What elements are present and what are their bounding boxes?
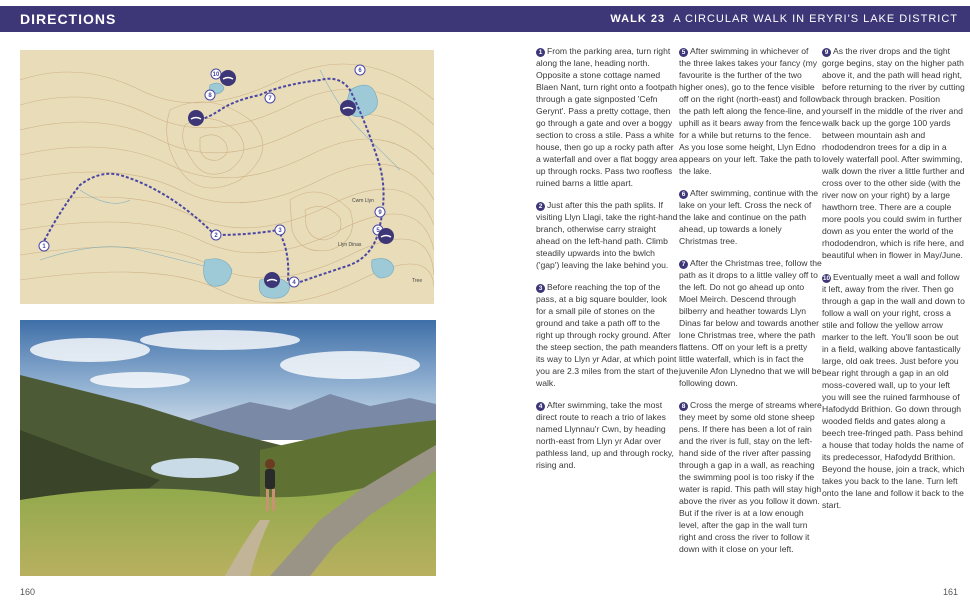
direction-step: 4 After swimming, take the most direct route to reach a trio of lakes named Llynnau'r Cwn, by heading north-east from Llyn yr Adar over pathless land, up and through rocky, rising and. (536, 400, 674, 470)
section-title: DIRECTIONS (20, 11, 117, 27)
waypoint-9 (375, 207, 385, 217)
header-bar (0, 6, 970, 32)
direction-step: 1 From the parking area, turn right along the lane, heading north. Opposite a stone cottage named Blaen Nant, turn right onto a footpath through a gate signposted 'Cefn Gerynt'. Pass a pretty cottage, then go through a gate and over a boggy section to cross a stile. Pass a white house, then go up a rocky path after a waterfall and over a flat boggy area up through rocks. Pass two roofless ruined barns a little apart. (536, 46, 678, 188)
svg-text:3: 3 (278, 228, 282, 234)
svg-text:5: 5 (376, 228, 380, 234)
direction-step: 6 After swimming, continue with the lake on your left. Cross the neck of the lake and continue on the path ahead, up towards a lonely Christmas tree. (679, 188, 819, 246)
svg-text:1: 1 (42, 244, 46, 250)
direction-step: 2 Just after this the path splits. If visiting Llyn Llagi, take the right-hand branch, otherwise carry straight ahead on the left-hand path. Climb steadily upwards into the bwlch ('gap') leaving the lake behind you. (536, 200, 678, 270)
route-map-svg (20, 50, 434, 304)
landscape-photo-svg (20, 320, 436, 576)
direction-step: 9 As the river drops and the tight gorge begins, stay on the higher path above it, and the path will head right, before returning to the river by cutting back through bracken. Position yourself in the middle of the river and walk back up the gorge 100 yards between mountain ash and rhododendron trees for a dip in a lovely waterfall pool. After swimming, walk down the river a little further and cross over to the other side (with the river now on your right) by a large hawthorn tree. There are a couple more pools you could swim in further down as you enter the world of the rhododendron, which is rife here, and beautiful when in flower in May/June. (822, 46, 965, 260)
text-column-2 (679, 45, 822, 555)
step-number: 2 (536, 202, 545, 211)
step-number: 5 (679, 48, 688, 57)
direction-step: 5 After swimming in whichever of the three lakes takes your fancy (my favourite is the further of the two higher ones), go to the fence visible off on the right (north-east) and follow the path left along the fence-line, and uphill as it bears away from the fence for a while but returns to the fence. As you lose some height, Llyn Edno appears on your left. Take the path to the lake. (679, 46, 822, 176)
map-label: Cwm Llyn (352, 198, 374, 204)
direction-step: 3 Before reaching the top of the pass, at a big square boulder, look for a small pile of stones on the ground and take a path off to the right up through rocky ground. After the steep section, the path meanders its way to Llyn yr Adar, at which point you are 2.3 miles from the start of the walk. (536, 282, 679, 388)
waypoint-4 (289, 277, 299, 287)
waypoint-3 (275, 225, 285, 235)
direction-step: 10 Eventually meet a wall and follow it left, away from the river. Then go through a gap in the wall and down to follow a wall on your right, cross a stile and follow the yellow arrow marker to the left. You'll soon be out in a field, walking above fantastically large, old oak trees. Just before you bear right through a gap in an old moss-covered wall, up to your left you will see the ruined farmhouse of Hafodydd Brithion. Go down through wooded fields and gates along a beech tree-fringed path. Pass behind a house that today holds the name of its predecessor, Hafodydd Brithion. Beyond the house, join a track, which takes you back to the lane. Turn left onto the lane and follow it back to the start. (822, 272, 965, 510)
page-number-left: 160 (20, 587, 36, 597)
direction-step: 7 After the Christmas tree, follow the path as it drops to a little valley off to the left. Do not go ahead up onto Moel Meirch. Descend through bilberry and heather towards Llyn Dinas far below and towards another lone Christmas tree, where the path flattens. Off on your left is a pretty little waterfall, which is in fact the juvenile Afon Llynedno that we will be following down. (679, 258, 822, 388)
step-number: 4 (536, 402, 545, 411)
svg-text:6: 6 (358, 68, 362, 74)
map-label: Llyn Dinas (338, 242, 362, 248)
svg-text:8: 8 (208, 93, 212, 99)
direction-step: 8 Cross the merge of streams where they meet by some old stone sheep pens. If there has been a lot of rain and the river is full, stay on the left-hand side of the river after passing through a gap in a wall, as reaching the swimming pool is too risky if the water is rapid. This path will stay high above the river as you follow it down. But if the river is at a low enough level, after the gap in the wall turn right and cross the river to follow it down with it close on your left. (679, 400, 822, 554)
step-number: 1 (536, 48, 545, 57)
route-map (20, 50, 434, 304)
svg-text:7: 7 (268, 96, 272, 102)
svg-text:2: 2 (214, 233, 218, 239)
walk-title: A CIRCULAR WALK IN ERYRI'S LAKE DISTRICT (673, 13, 958, 25)
landscape-photo (20, 320, 436, 576)
step-number: 9 (822, 48, 831, 57)
walk-heading (610, 13, 958, 25)
step-number: 7 (679, 260, 688, 269)
step-number: 3 (536, 284, 545, 293)
swimmer-icon (264, 272, 280, 288)
svg-text:9: 9 (378, 210, 382, 216)
swimmer-icon (378, 228, 394, 244)
page-number-right: 161 (942, 587, 958, 597)
map-label: Tree (412, 278, 423, 284)
waypoint-6 (355, 65, 365, 75)
swimmer-icon (188, 110, 204, 126)
waypoint-10 (211, 69, 221, 79)
svg-text:10: 10 (212, 72, 220, 78)
svg-text:4: 4 (292, 280, 296, 286)
waypoint-2 (211, 230, 221, 240)
step-number: 6 (679, 190, 688, 199)
step-number: 8 (679, 402, 688, 411)
swimmer-icon (220, 70, 236, 86)
waypoint-1 (39, 241, 49, 251)
text-column-3 (822, 45, 965, 511)
walk-label: WALK 23 (610, 13, 666, 25)
swimmer-icon (340, 100, 356, 116)
waypoint-7 (265, 93, 275, 103)
step-number: 10 (822, 275, 831, 282)
waypoint-8 (205, 90, 215, 100)
text-column-1 (536, 45, 679, 471)
